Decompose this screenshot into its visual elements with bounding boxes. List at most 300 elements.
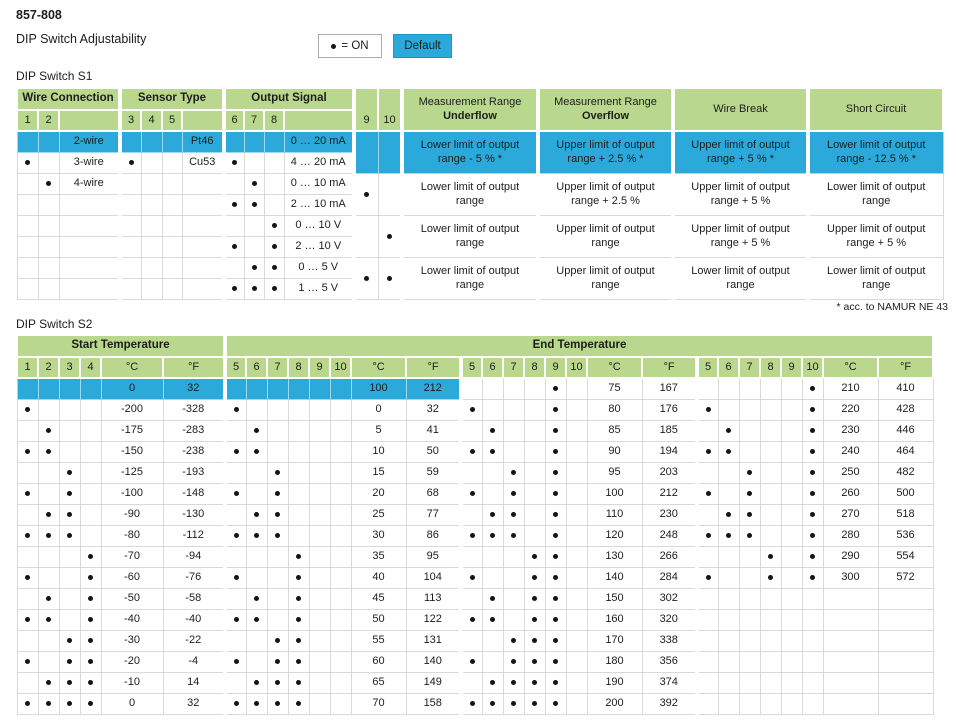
s2-start-dip-cell-1 xyxy=(17,526,38,547)
s1-outcome-header-line1: Measurement Range xyxy=(418,96,522,109)
s2-start-celsius-cell: 0 xyxy=(101,378,163,400)
s2-end2-dip-cell-8 xyxy=(524,484,545,505)
s2-end3-dip-cell-7 xyxy=(739,378,760,400)
s1-dip-cell-10 xyxy=(378,258,402,300)
on-dot-icon xyxy=(252,202,257,207)
s2-end3-celsius-cell: 260 xyxy=(823,484,878,505)
on-dot-icon xyxy=(272,223,277,228)
s2-end1-fahrenheit-cell: 113 xyxy=(406,589,461,610)
s2-end1-dip-cell-5 xyxy=(225,421,246,442)
s1-short-circuit-cell: Lower limit of output range - 12.5 % * xyxy=(808,131,943,174)
s2-start-dip-cell-4 xyxy=(80,400,101,421)
s2-start-dip-cell-4 xyxy=(80,652,101,673)
s2-end2-dip-cell-10 xyxy=(566,547,587,568)
s2-end2-celsius-cell: 140 xyxy=(587,568,642,589)
s1-signal-cell: 1 … 5 V xyxy=(284,279,354,300)
s2-start-dip-cell-1 xyxy=(17,400,38,421)
on-dot-icon xyxy=(706,575,711,580)
on-dot-icon xyxy=(25,575,30,580)
s2-end2-dip-cell-8 xyxy=(524,463,545,484)
s2-start-dip-cell-4 xyxy=(80,547,101,568)
s2-end3-dip-cell-10 xyxy=(802,547,823,568)
on-dot-icon xyxy=(275,638,280,643)
s2-end3-dip-cell-9 xyxy=(781,610,802,631)
on-dot-icon xyxy=(232,244,237,249)
s2-end2-celsius-cell: 85 xyxy=(587,421,642,442)
s2-start-dip-cell-3 xyxy=(59,484,80,505)
s2-end2-fahrenheit-cell: 392 xyxy=(642,694,697,715)
s2-end3-dip-cell-8 xyxy=(760,484,781,505)
s2-end2-col-header-°F: °F xyxy=(642,357,697,378)
s2-end2-dip-cell-9 xyxy=(545,610,566,631)
s2-end1-dip-cell-7 xyxy=(267,505,288,526)
on-dot-icon xyxy=(706,533,711,538)
s2-end3-dip-cell-10 xyxy=(802,505,823,526)
s2-end2-col-header-6: 6 xyxy=(482,357,503,378)
s2-end1-fahrenheit-cell: 95 xyxy=(406,547,461,568)
s2-end3-celsius-cell: 300 xyxy=(823,568,878,589)
s2-start-dip-cell-1 xyxy=(17,694,38,715)
s1-dip-cell-5 xyxy=(162,216,182,237)
s2-end3-fahrenheit-cell: 410 xyxy=(878,378,933,400)
s2-end3-dip-cell-9 xyxy=(781,652,802,673)
on-dot-icon xyxy=(254,428,259,433)
s1-wire-cell xyxy=(59,216,120,237)
s2-end2-dip-cell-8 xyxy=(524,526,545,547)
s2-end3-fahrenheit-cell xyxy=(878,610,933,631)
on-dot-icon xyxy=(470,659,475,664)
namur-footnote: * acc. to NAMUR NE 43 xyxy=(836,301,948,313)
s2-end3-dip-cell-9 xyxy=(781,694,802,715)
s2-end3-celsius-cell xyxy=(823,610,878,631)
s2-end3-dip-cell-10 xyxy=(802,652,823,673)
s2-end1-fahrenheit-cell: 86 xyxy=(406,526,461,547)
s2-end2-dip-cell-7 xyxy=(503,694,524,715)
s2-start-temperature-header: Start Temperature xyxy=(17,335,225,357)
s1-wire-break-cell: Upper limit of output range + 5 % * xyxy=(673,131,808,174)
s2-end2-dip-cell-6 xyxy=(482,589,503,610)
s2-end3-celsius-cell xyxy=(823,652,878,673)
on-dot-icon xyxy=(511,470,516,475)
on-dot-icon xyxy=(234,533,239,538)
s2-end1-dip-cell-7 xyxy=(267,568,288,589)
s2-end1-dip-cell-6 xyxy=(246,400,267,421)
s2-start-fahrenheit-cell: 14 xyxy=(163,673,225,694)
s2-end2-dip-cell-9 xyxy=(545,568,566,589)
s2-end1-celsius-cell: 40 xyxy=(351,568,406,589)
s2-end2-fahrenheit-cell: 374 xyxy=(642,673,697,694)
s2-end2-dip-cell-9 xyxy=(545,442,566,463)
s2-end1-dip-cell-7 xyxy=(267,589,288,610)
s1-wire-cell xyxy=(59,258,120,279)
on-dot-icon xyxy=(296,680,301,685)
s2-end2-fahrenheit-cell: 284 xyxy=(642,568,697,589)
s2-end2-dip-cell-9 xyxy=(545,378,566,400)
on-dot-icon xyxy=(490,449,495,454)
s2-start-dip-cell-4 xyxy=(80,589,101,610)
s1-sensor-cell xyxy=(182,216,224,237)
on-dot-icon xyxy=(129,160,134,165)
on-dot-icon xyxy=(532,701,537,706)
s2-end2-dip-cell-5 xyxy=(461,547,482,568)
on-dot-icon xyxy=(532,680,537,685)
s1-dip-cell-7 xyxy=(244,131,264,153)
s2-start-fahrenheit-cell: -94 xyxy=(163,547,225,568)
s2-start-dip-cell-3 xyxy=(59,400,80,421)
s2-end2-fahrenheit-cell: 212 xyxy=(642,484,697,505)
s2-start-dip-cell-4 xyxy=(80,484,101,505)
s2-end2-dip-cell-7 xyxy=(503,547,524,568)
s2-end1-fahrenheit-cell: 212 xyxy=(406,378,461,400)
s2-start-dip-cell-1 xyxy=(17,589,38,610)
s2-end2-dip-cell-8 xyxy=(524,673,545,694)
s2-start-dip-cell-4 xyxy=(80,505,101,526)
s1-dip-cell-7 xyxy=(244,279,264,300)
s2-end3-dip-cell-8 xyxy=(760,589,781,610)
s2-end1-dip-cell-6 xyxy=(246,547,267,568)
s1-wire-cell: 2-wire xyxy=(59,131,120,153)
s1-dip-cell-2 xyxy=(38,279,59,300)
s1-dip-cell-6 xyxy=(224,195,244,216)
s2-end3-dip-cell-6 xyxy=(718,442,739,463)
s1-sensor-cell xyxy=(182,258,224,279)
s2-end3-dip-cell-8 xyxy=(760,568,781,589)
s2-end1-fahrenheit-cell: 68 xyxy=(406,484,461,505)
s1-dip-cell-5 xyxy=(162,195,182,216)
on-dot-icon xyxy=(553,470,558,475)
on-dot-icon xyxy=(275,533,280,538)
s2-end3-dip-cell-7 xyxy=(739,694,760,715)
s2-end1-dip-cell-6 xyxy=(246,652,267,673)
s2-end3-celsius-cell xyxy=(823,694,878,715)
on-dot-icon xyxy=(67,533,72,538)
s2-end2-dip-cell-6 xyxy=(482,631,503,652)
s2-end2-dip-cell-7 xyxy=(503,505,524,526)
s1-dip-cell-4 xyxy=(141,237,162,258)
s2-start-celsius-cell: -30 xyxy=(101,631,163,652)
s2-end1-fahrenheit-cell: 122 xyxy=(406,610,461,631)
s1-outcome-header-line1: Wire Break xyxy=(713,102,768,115)
s2-end2-dip-cell-8 xyxy=(524,610,545,631)
s1-overflow-cell: Upper limit of output range + 2.5 % * xyxy=(538,131,673,174)
s1-wire-cell: 4-wire xyxy=(59,174,120,195)
s1-dip-cell-3 xyxy=(120,131,141,153)
s2-end2-dip-cell-9 xyxy=(545,526,566,547)
on-dot-icon xyxy=(553,596,558,601)
s2-end3-fahrenheit-cell: 536 xyxy=(878,526,933,547)
s2-start-fahrenheit-cell: -283 xyxy=(163,421,225,442)
on-dot-icon xyxy=(768,575,773,580)
s2-end1-dip-cell-10 xyxy=(330,673,351,694)
s1-dip-cell-1 xyxy=(17,174,38,195)
s1-outcome-header-line2: Overflow xyxy=(581,109,630,122)
s2-end1-dip-cell-8 xyxy=(288,484,309,505)
s1-dip-cell-3 xyxy=(120,216,141,237)
s2-end1-col-header-6: 6 xyxy=(246,357,267,378)
s2-end1-fahrenheit-cell: 158 xyxy=(406,694,461,715)
on-dot-icon xyxy=(275,470,280,475)
s1-table-title: DIP Switch S1 xyxy=(16,69,93,83)
s2-end1-dip-cell-6 xyxy=(246,526,267,547)
s2-end2-dip-cell-6 xyxy=(482,463,503,484)
s2-end1-dip-cell-7 xyxy=(267,400,288,421)
s2-start-dip-cell-1 xyxy=(17,378,38,400)
on-dot-icon xyxy=(234,575,239,580)
s2-end2-dip-cell-8 xyxy=(524,442,545,463)
on-dot-icon xyxy=(810,491,815,496)
on-dot-icon xyxy=(254,596,259,601)
on-dot-icon xyxy=(252,286,257,291)
s2-end2-dip-cell-8 xyxy=(524,652,545,673)
s2-end3-dip-cell-9 xyxy=(781,400,802,421)
s2-end2-dip-cell-6 xyxy=(482,526,503,547)
s2-end2-dip-cell-5 xyxy=(461,463,482,484)
s2-end1-dip-cell-5 xyxy=(225,484,246,505)
on-dot-icon xyxy=(553,680,558,685)
s2-end3-dip-cell-9 xyxy=(781,442,802,463)
s2-end3-dip-cell-6 xyxy=(718,568,739,589)
on-dot-icon xyxy=(25,160,30,165)
s2-end1-col-header-8: 8 xyxy=(288,357,309,378)
s1-dip-cell-4 xyxy=(141,258,162,279)
s2-end3-dip-cell-6 xyxy=(718,505,739,526)
s1-wire-cell xyxy=(59,195,120,216)
s2-end1-col-header-9: 9 xyxy=(309,357,330,378)
s2-end1-dip-cell-5 xyxy=(225,505,246,526)
s1-underflow-cell: Lower limit of output range - 5 % * xyxy=(402,131,538,174)
on-dot-icon xyxy=(25,659,30,664)
s2-end1-dip-cell-9 xyxy=(309,610,330,631)
s1-sensor-cell xyxy=(182,174,224,195)
s1-col-header-5: 5 xyxy=(162,110,182,131)
s2-end3-dip-cell-7 xyxy=(739,610,760,631)
s1-dip-cell-4 xyxy=(141,216,162,237)
on-dot-icon xyxy=(234,617,239,622)
s2-end1-dip-cell-6 xyxy=(246,421,267,442)
s2-end3-dip-cell-5 xyxy=(697,526,718,547)
on-dot-icon xyxy=(553,575,558,580)
s1-dip-cell-6 xyxy=(224,174,244,195)
s2-end2-dip-cell-5 xyxy=(461,610,482,631)
s2-end2-dip-cell-10 xyxy=(566,589,587,610)
s1-dip-cell-7 xyxy=(244,237,264,258)
s2-start-dip-cell-4 xyxy=(80,378,101,400)
s2-start-dip-cell-2 xyxy=(38,694,59,715)
s2-end3-dip-cell-10 xyxy=(802,421,823,442)
s2-end1-dip-cell-6 xyxy=(246,673,267,694)
on-dot-icon xyxy=(234,407,239,412)
s1-underflow-cell: Lower limit of output range xyxy=(402,258,538,300)
on-dot-icon xyxy=(511,680,516,685)
on-dot-icon xyxy=(296,659,301,664)
s2-end3-dip-cell-5 xyxy=(697,421,718,442)
s2-start-fahrenheit-cell: -130 xyxy=(163,505,225,526)
s2-end1-dip-cell-8 xyxy=(288,673,309,694)
s2-end1-dip-cell-6 xyxy=(246,505,267,526)
s2-end2-dip-cell-10 xyxy=(566,505,587,526)
on-dot-icon xyxy=(67,680,72,685)
on-dot-icon xyxy=(275,680,280,685)
s2-start-fahrenheit-cell: -328 xyxy=(163,400,225,421)
s2-end1-dip-cell-9 xyxy=(309,378,330,400)
s2-start-fahrenheit-cell: -193 xyxy=(163,463,225,484)
s2-end1-fahrenheit-cell: 41 xyxy=(406,421,461,442)
s2-table xyxy=(16,334,934,715)
on-dot-icon xyxy=(275,491,280,496)
s2-end1-dip-cell-7 xyxy=(267,378,288,400)
s1-dip-cell-9 xyxy=(354,258,378,300)
on-dot-icon xyxy=(747,533,752,538)
s2-end3-dip-cell-10 xyxy=(802,484,823,505)
on-dot-icon xyxy=(490,428,495,433)
s2-end2-dip-cell-6 xyxy=(482,442,503,463)
s2-start-dip-cell-3 xyxy=(59,673,80,694)
s2-start-dip-cell-4 xyxy=(80,526,101,547)
s2-start-dip-cell-1 xyxy=(17,442,38,463)
on-dot-icon xyxy=(810,533,815,538)
s1-short-circuit-cell: Upper limit of output range + 5 % xyxy=(808,216,943,258)
s1-wire-cell xyxy=(59,237,120,258)
s1-dip-cell-6 xyxy=(224,279,244,300)
on-dot-icon xyxy=(46,680,51,685)
on-dot-icon xyxy=(553,512,558,517)
s2-end3-dip-cell-6 xyxy=(718,421,739,442)
s1-col-header-3: 3 xyxy=(120,110,141,131)
s1-dip-cell-2 xyxy=(38,174,59,195)
on-dot-icon xyxy=(88,554,93,559)
s1-dip-cell-2 xyxy=(38,258,59,279)
s2-end2-celsius-cell: 90 xyxy=(587,442,642,463)
s1-dip-cell-5 xyxy=(162,131,182,153)
on-dot-icon xyxy=(275,701,280,706)
s1-table-wrap xyxy=(16,87,944,300)
on-dot-icon xyxy=(490,701,495,706)
legend-default-label: Default xyxy=(404,40,441,52)
s2-end2-dip-cell-8 xyxy=(524,589,545,610)
s2-end2-dip-cell-5 xyxy=(461,694,482,715)
s2-end1-dip-cell-6 xyxy=(246,568,267,589)
s2-end1-celsius-cell: 55 xyxy=(351,631,406,652)
on-dot-icon xyxy=(747,512,752,517)
s2-end1-dip-cell-7 xyxy=(267,610,288,631)
s2-end1-dip-cell-8 xyxy=(288,631,309,652)
s2-end2-col-header-10: 10 xyxy=(566,357,587,378)
on-dot-icon xyxy=(810,449,815,454)
s2-start-celsius-cell: -50 xyxy=(101,589,163,610)
s2-end2-dip-cell-6 xyxy=(482,652,503,673)
s2-end1-dip-cell-9 xyxy=(309,631,330,652)
s2-end3-dip-cell-6 xyxy=(718,463,739,484)
s1-dip-cell-10 xyxy=(378,174,402,216)
on-dot-icon xyxy=(553,533,558,538)
s2-end3-dip-cell-9 xyxy=(781,378,802,400)
s2-end2-celsius-cell: 150 xyxy=(587,589,642,610)
s1-wire-cell xyxy=(59,279,120,300)
s2-start-fahrenheit-cell: -238 xyxy=(163,442,225,463)
s2-end2-dip-cell-9 xyxy=(545,694,566,715)
s2-start-dip-cell-2 xyxy=(38,463,59,484)
s2-end1-dip-cell-8 xyxy=(288,463,309,484)
on-dot-icon xyxy=(254,533,259,538)
on-dot-icon xyxy=(511,512,516,517)
s2-end2-dip-cell-9 xyxy=(545,421,566,442)
s1-dip-cell-3 xyxy=(120,279,141,300)
s2-end3-celsius-cell: 240 xyxy=(823,442,878,463)
s1-dip-cell-3 xyxy=(120,237,141,258)
s2-end3-dip-cell-5 xyxy=(697,400,718,421)
s2-end3-dip-cell-8 xyxy=(760,442,781,463)
s2-end3-dip-cell-6 xyxy=(718,694,739,715)
s2-end2-celsius-cell: 200 xyxy=(587,694,642,715)
s2-end2-dip-cell-9 xyxy=(545,463,566,484)
s2-end3-dip-cell-8 xyxy=(760,631,781,652)
s2-start-fahrenheit-cell: -76 xyxy=(163,568,225,589)
s2-end2-dip-cell-9 xyxy=(545,505,566,526)
s2-end3-dip-cell-9 xyxy=(781,421,802,442)
s2-end2-dip-cell-7 xyxy=(503,484,524,505)
s1-dip-cell-7 xyxy=(244,216,264,237)
on-dot-icon xyxy=(810,512,815,517)
on-dot-icon xyxy=(810,428,815,433)
s2-end2-dip-cell-6 xyxy=(482,505,503,526)
on-dot-icon xyxy=(331,44,336,49)
s1-outcome-header-line2: Underflow xyxy=(443,109,497,122)
s2-start-dip-cell-1 xyxy=(17,463,38,484)
on-dot-icon xyxy=(67,491,72,496)
s2-end1-dip-cell-8 xyxy=(288,610,309,631)
s2-end3-dip-cell-5 xyxy=(697,673,718,694)
s2-end2-col-header-°C: °C xyxy=(587,357,642,378)
s2-end3-dip-cell-6 xyxy=(718,589,739,610)
s2-end3-dip-cell-8 xyxy=(760,673,781,694)
on-dot-icon xyxy=(553,407,558,412)
s2-end1-dip-cell-5 xyxy=(225,694,246,715)
on-dot-icon xyxy=(706,449,711,454)
s2-start-dip-cell-4 xyxy=(80,421,101,442)
s2-end1-dip-cell-10 xyxy=(330,547,351,568)
on-dot-icon xyxy=(706,407,711,412)
s2-end1-dip-cell-6 xyxy=(246,463,267,484)
s1-dip-cell-2 xyxy=(38,195,59,216)
on-dot-icon xyxy=(810,386,815,391)
s1-dip-cell-4 xyxy=(141,279,162,300)
s2-end1-dip-cell-9 xyxy=(309,484,330,505)
s2-end2-fahrenheit-cell: 248 xyxy=(642,526,697,547)
s1-dip-cell-2 xyxy=(38,237,59,258)
s2-end1-dip-cell-5 xyxy=(225,673,246,694)
s1-dip-cell-2 xyxy=(38,131,59,153)
s2-end2-dip-cell-9 xyxy=(545,589,566,610)
s2-end3-dip-cell-7 xyxy=(739,673,760,694)
s2-end3-fahrenheit-cell: 572 xyxy=(878,568,933,589)
s2-end3-col-header-8: 8 xyxy=(760,357,781,378)
s2-end3-dip-cell-7 xyxy=(739,547,760,568)
on-dot-icon xyxy=(46,428,51,433)
s2-end2-dip-cell-7 xyxy=(503,442,524,463)
on-dot-icon xyxy=(532,596,537,601)
on-dot-icon xyxy=(275,512,280,517)
s2-end1-dip-cell-10 xyxy=(330,378,351,400)
on-dot-icon xyxy=(726,428,731,433)
s1-dip-cell-1 xyxy=(17,279,38,300)
on-dot-icon xyxy=(490,680,495,685)
s2-start-dip-cell-3 xyxy=(59,694,80,715)
s2-end2-dip-cell-6 xyxy=(482,568,503,589)
on-dot-icon xyxy=(470,407,475,412)
on-dot-icon xyxy=(726,533,731,538)
s2-end1-dip-cell-5 xyxy=(225,631,246,652)
s1-underflow-cell: Lower limit of output range xyxy=(402,174,538,216)
